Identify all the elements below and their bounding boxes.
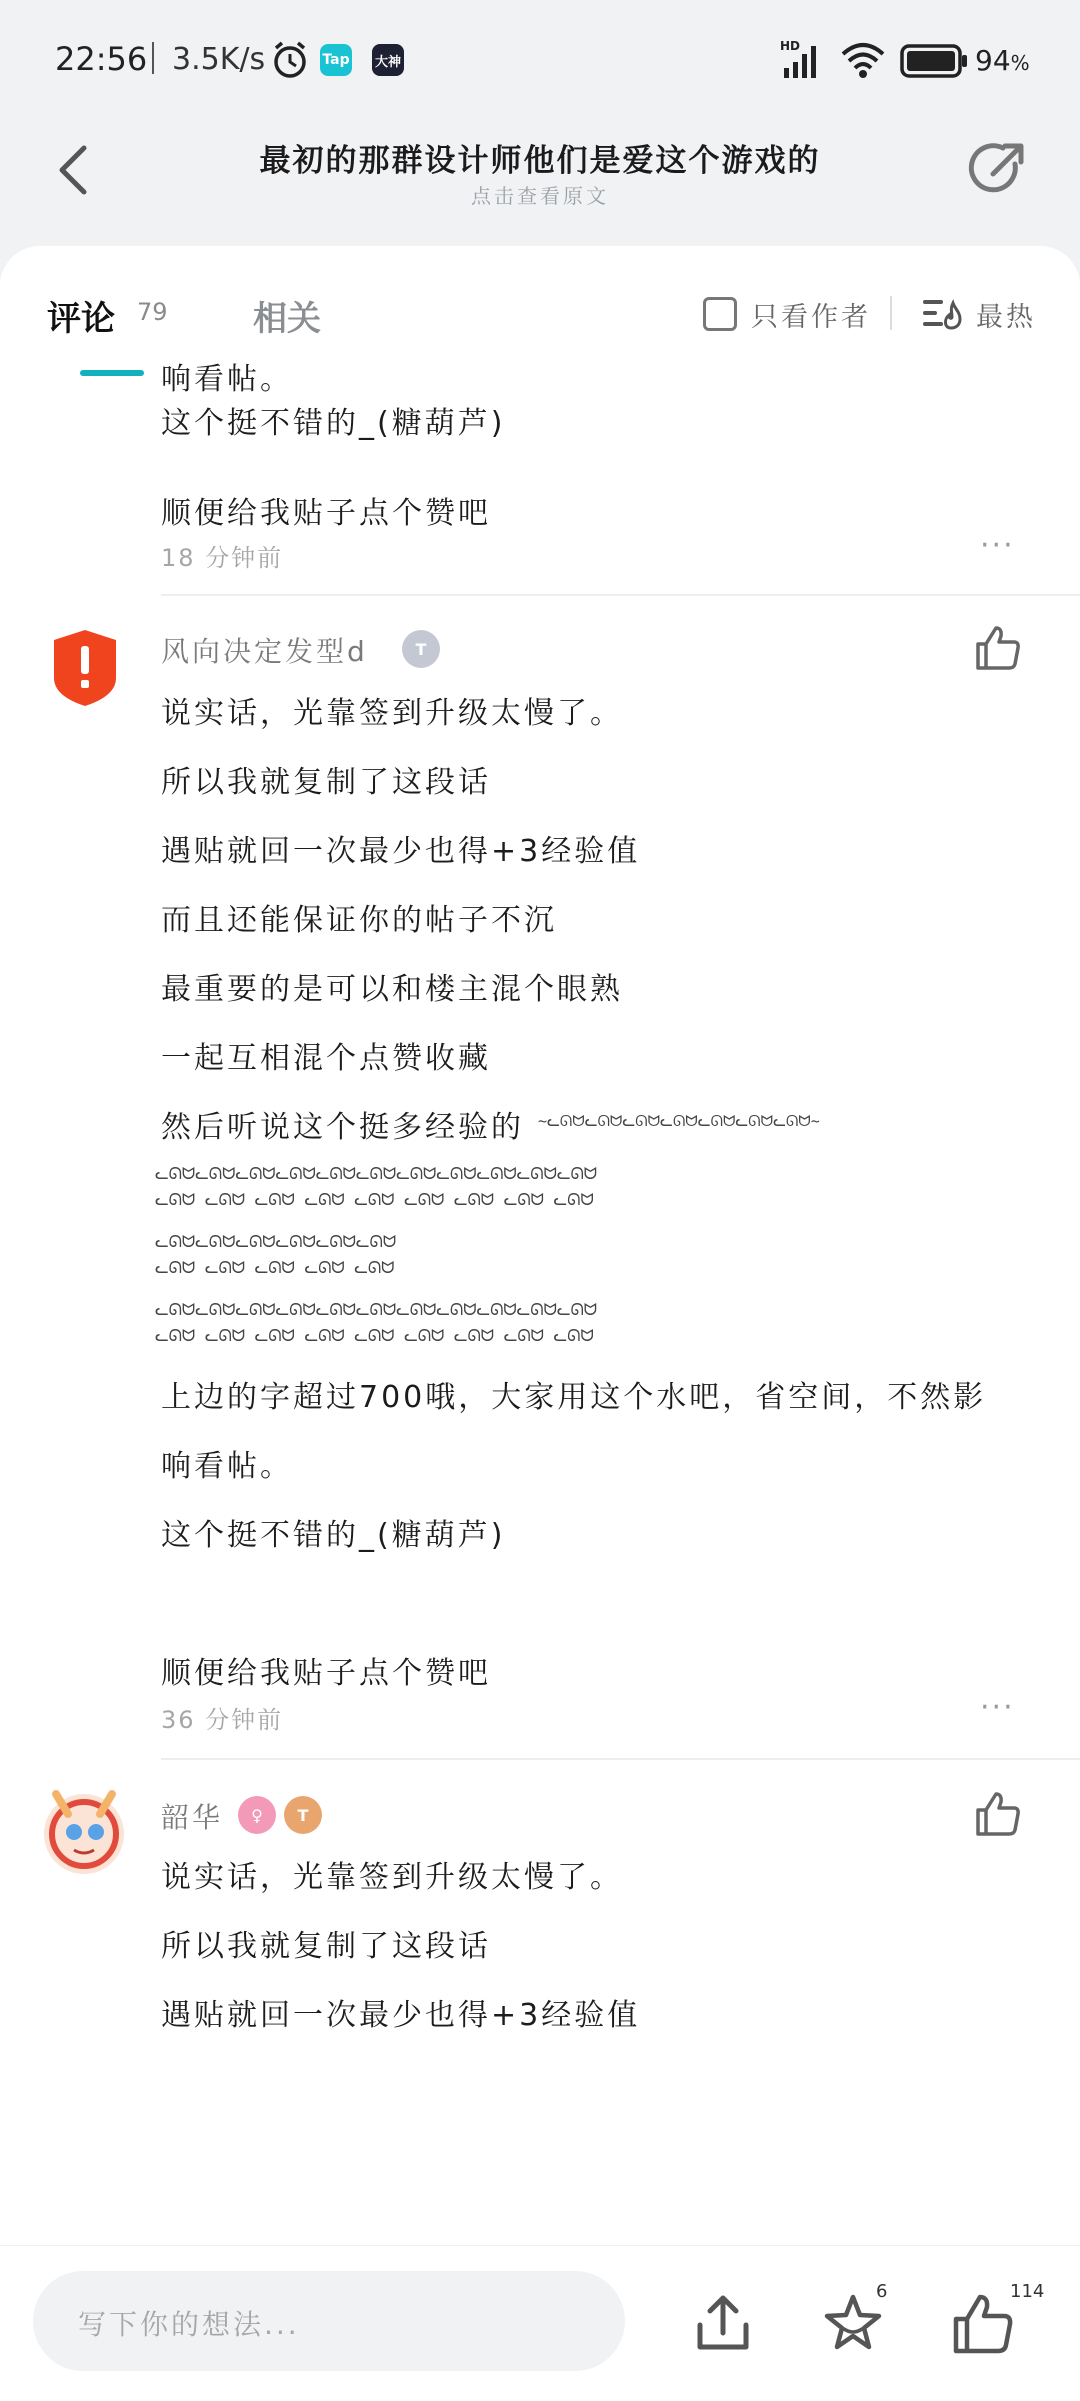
- network-speed: 3.5K/s: [172, 42, 266, 77]
- status-separator: [152, 42, 154, 74]
- wifi-icon: [840, 40, 886, 80]
- comment-text-line: 所以我就复制了这段话: [161, 765, 491, 800]
- like-icon[interactable]: [972, 622, 1024, 674]
- comment-username[interactable]: 韶华: [161, 1801, 224, 1834]
- page-title[interactable]: 最初的那群设计师他们是爱这个游戏的: [259, 143, 821, 179]
- comment-text-line: 这个挺不错的_(糖葫芦): [161, 406, 506, 441]
- comments-count: 79: [137, 298, 168, 326]
- author-only-toggle[interactable]: [703, 294, 871, 334]
- favorite-count: 6: [876, 2281, 888, 2302]
- comment-text-line: 说实话，光靠签到升级太慢了。: [161, 1860, 623, 1895]
- comment-input-placeholder: 写下你的想法...: [78, 2308, 300, 2341]
- kaomoji-text: ᓚᘏᗢ ᓚᘏᗢ ᓚᘏᗢ ᓚᘏᗢ ᓚᘏᗢ ᓚᘏᗢ ᓚᘏᗢ ᓚᘏᗢ ᓚᘏᗢ: [155, 1190, 594, 1209]
- comment-text-line: 最重要的是可以和楼主混个眼熟: [161, 972, 623, 1007]
- more-options-icon[interactable]: ···: [980, 1690, 1015, 1725]
- comment-text-line: 遇贴就回一次最少也得+3经验值: [161, 834, 641, 869]
- comment-text-line: 顺便给我贴子点个赞吧: [161, 496, 491, 531]
- tab-divider: [890, 296, 892, 330]
- comment-text-line: 顺便给我贴子点个赞吧: [161, 1656, 491, 1691]
- comment-divider: [161, 1758, 1080, 1760]
- comment-username[interactable]: 风向决定发型d: [161, 635, 368, 668]
- comment-text-line: 一起互相混个点赞收藏: [161, 1041, 491, 1076]
- avatar[interactable]: [38, 1784, 130, 1876]
- kaomoji-text: ~ᓚᘏᗢᓚᘏᗢᓚᘏᗢᓚᘏᗢᓚᘏᗢᓚᘏᗢᓚᘏᗢ~: [538, 1112, 820, 1130]
- view-original-link[interactable]: 点击查看原文: [471, 184, 609, 208]
- author-only-label: 只看作者: [751, 301, 871, 333]
- sort-toggle[interactable]: [922, 294, 1036, 334]
- level-badge: T: [402, 630, 440, 668]
- taptap-app-icon: Tap: [320, 44, 352, 76]
- dashen-app-icon: 大神: [372, 44, 404, 76]
- comment-timestamp: 36 分钟前: [161, 1706, 284, 1734]
- bottom-action-bar: [0, 2245, 1080, 2401]
- comment-text-line: 然后听说这个挺多经验的: [161, 1110, 524, 1145]
- battery-icon: [900, 44, 968, 78]
- tab-bar: [0, 246, 1080, 356]
- comment-text-line: 遇贴就回一次最少也得+3经验值: [161, 1998, 641, 2033]
- alarm-icon: [270, 40, 310, 80]
- sort-label: 最热: [976, 301, 1036, 333]
- comments-card: [0, 246, 1080, 2400]
- more-options-icon[interactable]: ···: [980, 528, 1015, 563]
- share-icon[interactable]: [965, 138, 1029, 202]
- comment-divider: [161, 594, 1080, 596]
- tab-comments[interactable]: 评论: [47, 299, 115, 339]
- comment-text-line: 说实话，光靠签到升级太慢了。: [161, 696, 623, 731]
- comment-input[interactable]: [33, 2271, 625, 2371]
- signal-icon: [780, 38, 830, 80]
- comment-text-line: 所以我就复制了这段话: [161, 1929, 491, 1964]
- level-badge: T: [284, 1796, 322, 1834]
- comment-text-line: 这个挺不错的_(糖葫芦): [161, 1518, 506, 1553]
- kaomoji-text: ᓚᘏᗢᓚᘏᗢᓚᘏᗢᓚᘏᗢᓚᘏᗢᓚᘏᗢ: [155, 1232, 397, 1251]
- kaomoji-text: ᓚᘏᗢ ᓚᘏᗢ ᓚᘏᗢ ᓚᘏᗢ ᓚᘏᗢ ᓚᘏᗢ ᓚᘏᗢ ᓚᘏᗢ ᓚᘏᗢ: [155, 1326, 594, 1345]
- comment-timestamp: 18 分钟前: [161, 544, 284, 572]
- status-time: 22:56: [55, 40, 148, 78]
- comment-text-line: 上边的字超过700哦，大家用这个水吧，省空间，不然影: [161, 1380, 987, 1415]
- like-count: 114: [1010, 2281, 1045, 2302]
- author-only-checkbox[interactable]: [703, 297, 737, 331]
- battery-percent: 94%: [975, 44, 1030, 77]
- kaomoji-text: ᓚᘏᗢᓚᘏᗢᓚᘏᗢᓚᘏᗢᓚᘏᗢᓚᘏᗢᓚᘏᗢᓚᘏᗢᓚᘏᗢᓚᘏᗢᓚᘏᗢ: [155, 1300, 598, 1319]
- tab-related[interactable]: 相关: [253, 299, 321, 339]
- status-bar: [0, 0, 1080, 120]
- kaomoji-text: ᓚᘏᗢᓚᘏᗢᓚᘏᗢᓚᘏᗢᓚᘏᗢᓚᘏᗢᓚᘏᗢᓚᘏᗢᓚᘏᗢᓚᘏᗢᓚᘏᗢ: [155, 1164, 598, 1183]
- svg-text:HD: HD: [780, 39, 801, 53]
- gender-badge: ♀: [238, 1796, 276, 1834]
- avatar[interactable]: [50, 628, 120, 708]
- sort-hot-icon: [922, 297, 962, 331]
- comment-text-line: 响看帖。: [161, 362, 293, 397]
- active-tab-indicator: [80, 370, 144, 376]
- kaomoji-text: ᓚᘏᗢ ᓚᘏᗢ ᓚᘏᗢ ᓚᘏᗢ ᓚᘏᗢ: [155, 1258, 395, 1277]
- like-icon[interactable]: [972, 1788, 1024, 1840]
- share-upload-icon[interactable]: [690, 2291, 756, 2357]
- like-icon[interactable]: [950, 2291, 1016, 2357]
- comment-text-line: 而且还能保证你的帖子不沉: [161, 903, 557, 938]
- comment-text-line: 响看帖。: [161, 1449, 293, 1484]
